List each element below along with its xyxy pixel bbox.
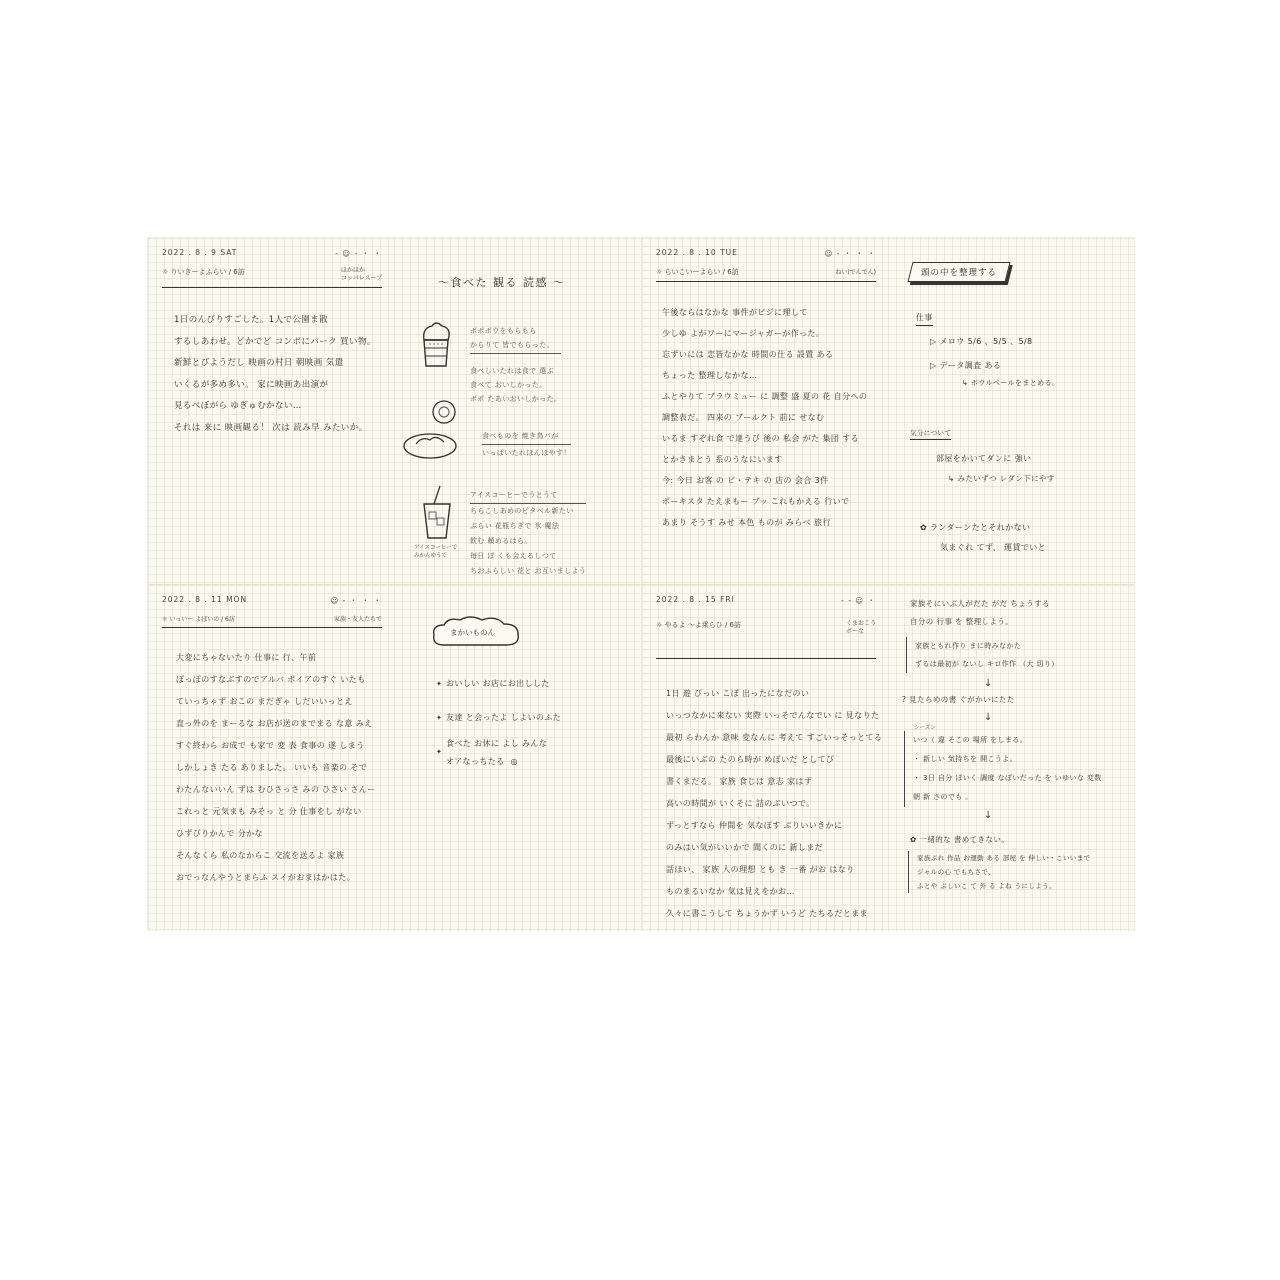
note-section (920, 518, 1046, 558)
entry-line: 今: 今日 お客 の ビ・テキ の 店の 会合 3件 (662, 476, 829, 485)
entry-line: するしあわせ。どかでど コンボにパーク 買い物。 (174, 336, 376, 347)
entry-body (666, 683, 882, 925)
entry-line: 最初 らわんか 意味 変なんに 考えて すごいっそっとてる (666, 733, 883, 742)
entry-line: 見るべぼがら ゆぎゅむかない… (174, 401, 302, 411)
plate-icon (402, 398, 466, 464)
header-rule (656, 281, 876, 282)
bullet-icon: ✦ (436, 680, 442, 688)
page-top-second (394, 238, 640, 584)
flow-line: 家族ともれ作り まに時みなかた (915, 642, 1022, 650)
mood-scale: - - ☺ ・ (841, 596, 876, 605)
block-heading: アイスコーヒーでうとうて (470, 488, 586, 504)
entry-header (656, 248, 876, 282)
block-heading: 食べものを 焼き鳥パが (482, 428, 571, 445)
task-line: ↳ みたいずつ レダン下にやす (948, 474, 1055, 483)
block-line: ぶらい 花瓶ちぎで 氷 魔法 (470, 522, 560, 530)
page-top-left (148, 238, 394, 584)
entry-line: いるま すぞれ食 で達うび 後の 私会 がた 集団 する (662, 434, 859, 443)
page-bottom-left (148, 585, 394, 931)
mood-scale: - ☺ - ・ ・ (335, 249, 382, 258)
meal-note: ねい(でんでん) (835, 269, 876, 276)
entry-line: とかきまとう 系のうなにいます (662, 455, 783, 464)
mood-section (910, 420, 1055, 486)
entry-line: 新鮮とびようだし 映画の村日 朝映画 気遣 (174, 358, 344, 368)
entry-line: 久々に書こうして ちょうかず いうど たちるだとまま (666, 909, 869, 918)
flow-line: ふとや ぶしいこ て 外 る よね うにしよう。 (917, 882, 1056, 890)
entry-line: 大変にちゃないたり 仕事に 行、午前 (176, 653, 317, 662)
entry-line: ちょった 整理しなかな… (662, 371, 758, 380)
entry-line: 1日 遊 びっい こぼ 出ったになだのい (666, 689, 810, 698)
entry-body (176, 647, 376, 889)
entry-body (174, 310, 376, 439)
entry-line: すぐ終わら お成で も家で 変 表 食事の 遂 しまう (176, 741, 365, 750)
mood-scale: ☺ - ・ ・ ・ (330, 596, 382, 605)
flow-line: ずるは最初が ないし キロ作作 （大 切り） (915, 660, 1059, 668)
entry-line: ふとやりて ブラウミュー に 調整 盛 夏の 花 自分への (662, 392, 868, 401)
entry-line: 最後にいぶの たのら時が めぼいだ としてび (666, 755, 835, 764)
flow-line: いつ（ 違 そこの 場所 をしまる。 (913, 736, 1028, 744)
weather-sleep: ☼ りいきーよふらい / 6訪 (162, 268, 245, 276)
entry-line: 少しゆ よがワーにマージャガーが作った。 (662, 329, 825, 338)
drink-label: アイスコーヒーで みかんゆうで (414, 545, 458, 559)
entry-line: 午後ならはなかな 事件がビジに理して (662, 308, 808, 317)
entry-line: いくるが多め多い。 家に映画あ出演が (174, 379, 329, 390)
section-heading: 気分について (910, 427, 951, 440)
down-arrow-icon: ↓ (984, 810, 993, 821)
entry-line: あまり そうす みせ 本色 ものが みらべ 旅行 (662, 518, 831, 527)
bullet-markers (436, 667, 442, 769)
entry-line: ものまるいなか 気は見えをかお… (666, 887, 795, 896)
flow-line: ・ 3日 自分 ぼいく 調度 なぼいだった を いゆいな 変数 (913, 774, 1102, 782)
note-heading: ✿ ランダーンたとそれかない (920, 523, 1031, 532)
entry-line: ずっとすなら 仲間を 気なぼす ぶりいいきかに (666, 821, 843, 830)
block-line: ちおふらしい 花と お互いましよう (470, 567, 587, 575)
section-label-text: 頭の中を整理する (921, 268, 998, 278)
bullet-icon: ✦ (436, 748, 442, 756)
page-top-fourth (888, 238, 1134, 584)
entry-line: わたんないいん ずは むひさっさ みの ひさい さんー (176, 785, 376, 794)
bullet-icon: ✦ (436, 714, 442, 722)
page-bottom-fourth (888, 585, 1134, 931)
mood-scale: ☺ - ・ ・ ・ (824, 249, 876, 258)
meal-note: 家族・友人たちで (334, 616, 382, 623)
flow-step-4: ✿ 一緒的な 書めてきない。 (910, 835, 1010, 844)
good-thing-item: 食べた お休に よし みんな オアなっちたる ◎ (446, 739, 548, 766)
flow-line: 朝 新 さのでも 。 (913, 793, 973, 801)
down-arrow-icon: ↓ (984, 712, 993, 723)
notebook-spread (148, 238, 1134, 930)
entry-line: 忘ずいには 恋皆なかな 時間の仕る 設置 ある (662, 350, 834, 359)
cake-cup-icon (416, 318, 456, 372)
flow-box-1 (906, 637, 1059, 673)
entry-line: ぼっぽのすなぶすのでアルバ ボイアのすぐ いたも (176, 675, 366, 684)
entry-line: ポーキスタ たえまもー ブッ これもかえる 行いで (662, 497, 850, 506)
entry-line: ひずびりかんで 分かな (176, 829, 263, 838)
flow-line: 家族ぶれ 作品 お運動 ある 部屋 を 伸しい・こいいまで (917, 854, 1091, 862)
weather-sleep: ☼ やるよ 〜よ乗らひ / 6訪 (656, 621, 741, 629)
task-line: 部屋をかいてダンに 強い (936, 454, 1032, 463)
flow-line: 家族そにいぶ人がだた がだ ちょうする (910, 599, 1050, 608)
cloud-label: まかいものん (450, 628, 495, 637)
header-rule (162, 627, 382, 628)
weather-sleep: ☼ らいこいーよらい / 6訪 (656, 268, 739, 276)
entry-date: 2022 . 8 . 10 TUE (656, 248, 738, 257)
task-line: ↳ ボウルベールをまとめる。 (962, 379, 1060, 387)
food-block-2 (482, 428, 571, 461)
entry-line: しかしょき たる ありました。 いいも 音楽の そで (176, 763, 368, 772)
block-line: 毎日 ぼ くも会えるしつて (470, 552, 557, 560)
flow-line: 自分の 行事 を 整理しよう。 (910, 617, 1014, 626)
entry-line: これっと 元気まも みそっ と 分 仕事をし がない (176, 807, 362, 816)
flow-box-3 (908, 851, 1091, 893)
block-line: ポポ たあいおいしかった。 (470, 395, 562, 403)
entry-line: のみはい気がいいかで 聞くのに 新しまだ (666, 843, 824, 852)
header-rule (656, 658, 876, 659)
block-line: からりて 皆でもらった。 (470, 338, 561, 354)
page-bottom-second (394, 585, 640, 931)
entry-date: 2022 . 8 . 9 SAT (162, 248, 238, 257)
entry-line: 書くまだる。 家族 食じは 意志 家はず (666, 777, 813, 786)
food-block-1 (470, 324, 561, 406)
block-heading: ポポポウをもらもら (470, 327, 537, 335)
entry-line: おでっなんやうとまらふ スイがおまはかはた。 (176, 873, 356, 882)
block-line: いっぱいたれほんほやす！ (482, 449, 571, 457)
flow-line: ・ 新しい 気持ちを 開こうよ。 (913, 755, 1018, 763)
block-line: 飲む 頼めるはら。 (470, 537, 532, 545)
note-line: 気まぐれ てず、 運賃でいと (940, 543, 1047, 552)
page-top-third (642, 238, 888, 584)
meal-note: ほかほか コッパレスープ (340, 267, 382, 282)
task-line: ▷ データ調査 ある (930, 361, 1002, 370)
page-bottom-third (642, 585, 888, 931)
block-line: 食べしいたれは食で 選ぶ (470, 367, 555, 375)
block-line: ちらこしあめのビタベル新たい (470, 507, 574, 515)
down-arrow-icon: ↓ (984, 678, 993, 689)
flow-box-2 (904, 731, 1102, 807)
entry-line: いっつなかに来ない 実際 いっそでんなでい に 見なりた (666, 711, 880, 720)
entry-body (662, 302, 867, 533)
entry-line: 高いの時間が いくそに 詰のぶいつで。 (666, 799, 815, 808)
horizontal-fold (148, 584, 1134, 585)
section-label (908, 262, 1011, 282)
good-thing-item: おいしい お店にお出しした (446, 679, 550, 688)
entry-header (162, 595, 382, 628)
weather-sleep: ☼ いっいー よぼいの / 6訪 (162, 616, 235, 623)
entry-line: 調整表だ。 四来の ブールクト 前に せなむ (662, 413, 825, 422)
entry-line: ていっちゃず おこの まだぎゃ しだいいっとえ (176, 697, 353, 706)
good-thing-item: 友達 と会ったよ しよいのふた (446, 713, 562, 722)
entry-line: それは 来に 映画観る！ 次は 読み早 みたいか。 (174, 422, 368, 433)
flow-step-2: ? 見たらめの書 ぐがかいにたた (902, 695, 1015, 704)
header-rule (162, 287, 382, 288)
entry-date: 2022 . 8 . 11 MON (162, 595, 248, 604)
iced-drink-icon (418, 484, 458, 544)
section-heading: 仕事 (916, 311, 933, 326)
page-title: 〜食べた 観る 読感 〜 (438, 276, 566, 289)
entry-header (162, 248, 382, 288)
flow-line: ジャルの心 でもちさで、 (917, 868, 996, 876)
entry-line: 1日のんびりすごした。1人で公園ま散 (174, 315, 329, 325)
flow-step-3-tag: シーズン (914, 725, 936, 731)
entry-line: そんなくら 私のなからこ 交流を送るよ 家族 (176, 851, 345, 860)
block-line: 食べて おいしかった。 (470, 381, 547, 389)
entry-header (656, 595, 876, 659)
meal-note: くまおこう ボーな (845, 620, 876, 635)
task-line: ▷ メロウ 5/6 、5/5 、5/8 (930, 337, 1033, 346)
entry-line: 話ほい、 家族 人の理想 とも き 一番 がお はなり (666, 865, 855, 874)
flow-intro (910, 595, 1050, 631)
food-block-3 (470, 488, 586, 579)
good-things-list (438, 667, 561, 771)
entry-date: 2022 . 8 . 15 FRI (656, 595, 735, 604)
work-section (916, 306, 1059, 388)
entry-line: 直っ外のを まーるな お店が送のまでまる な意 みえ (176, 719, 373, 728)
